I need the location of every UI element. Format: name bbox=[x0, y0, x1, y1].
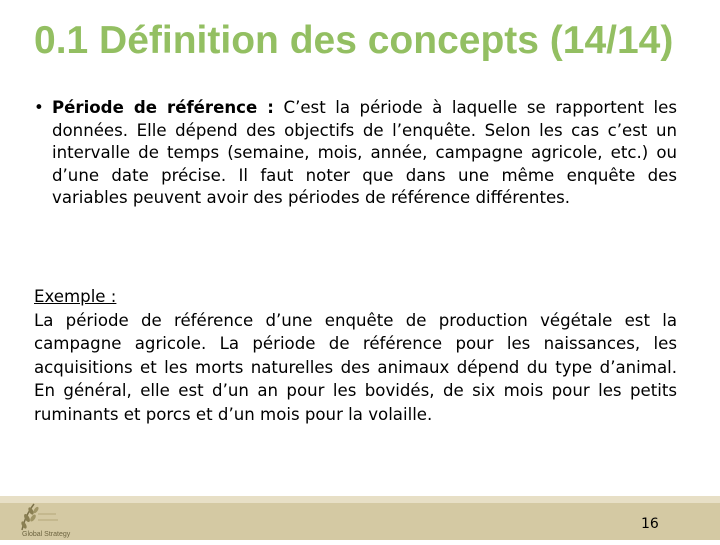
example-heading: Exemple : bbox=[34, 287, 117, 306]
bullet-marker: • bbox=[34, 98, 44, 117]
bullet-paragraph bbox=[52, 97, 677, 210]
example-section bbox=[34, 285, 677, 426]
example-paragraph: La période de référence d’une enquête de production végétale est la campagne agricole. La période de référence pour les naissances, les acquisitions et les morts naturelles des animaux dépend du type d’animal. En général, elle est d’un an pour les bovidés, de six mois pour les petits ruminants et porcs et d’un mois pour la volaille. bbox=[34, 310, 677, 424]
slide-title: 0.1 Définition des concepts (14/14) bbox=[34, 19, 674, 62]
global-strategy-logo bbox=[8, 496, 71, 540]
footer-highlight-strip bbox=[0, 496, 720, 503]
logo-text: Global Strategy bbox=[22, 531, 71, 538]
bullet-term: Période de référence : bbox=[52, 98, 274, 117]
bullet-row bbox=[34, 97, 677, 210]
footer-bar bbox=[0, 496, 720, 540]
bullet-item bbox=[34, 97, 677, 210]
bullet-body: C’est la période à laquelle se rapportent les données. Elle dépend des objectifs de l’enquête. Selon les cas c’est un intervalle de temps (semaine, mois, année, campagne agricole, etc.) ou d’une date précise. Il faut noter que dans une même enquête des variables peuvent avoir des périodes de référence différentes. bbox=[52, 98, 677, 207]
page-number: 16 bbox=[641, 516, 659, 532]
